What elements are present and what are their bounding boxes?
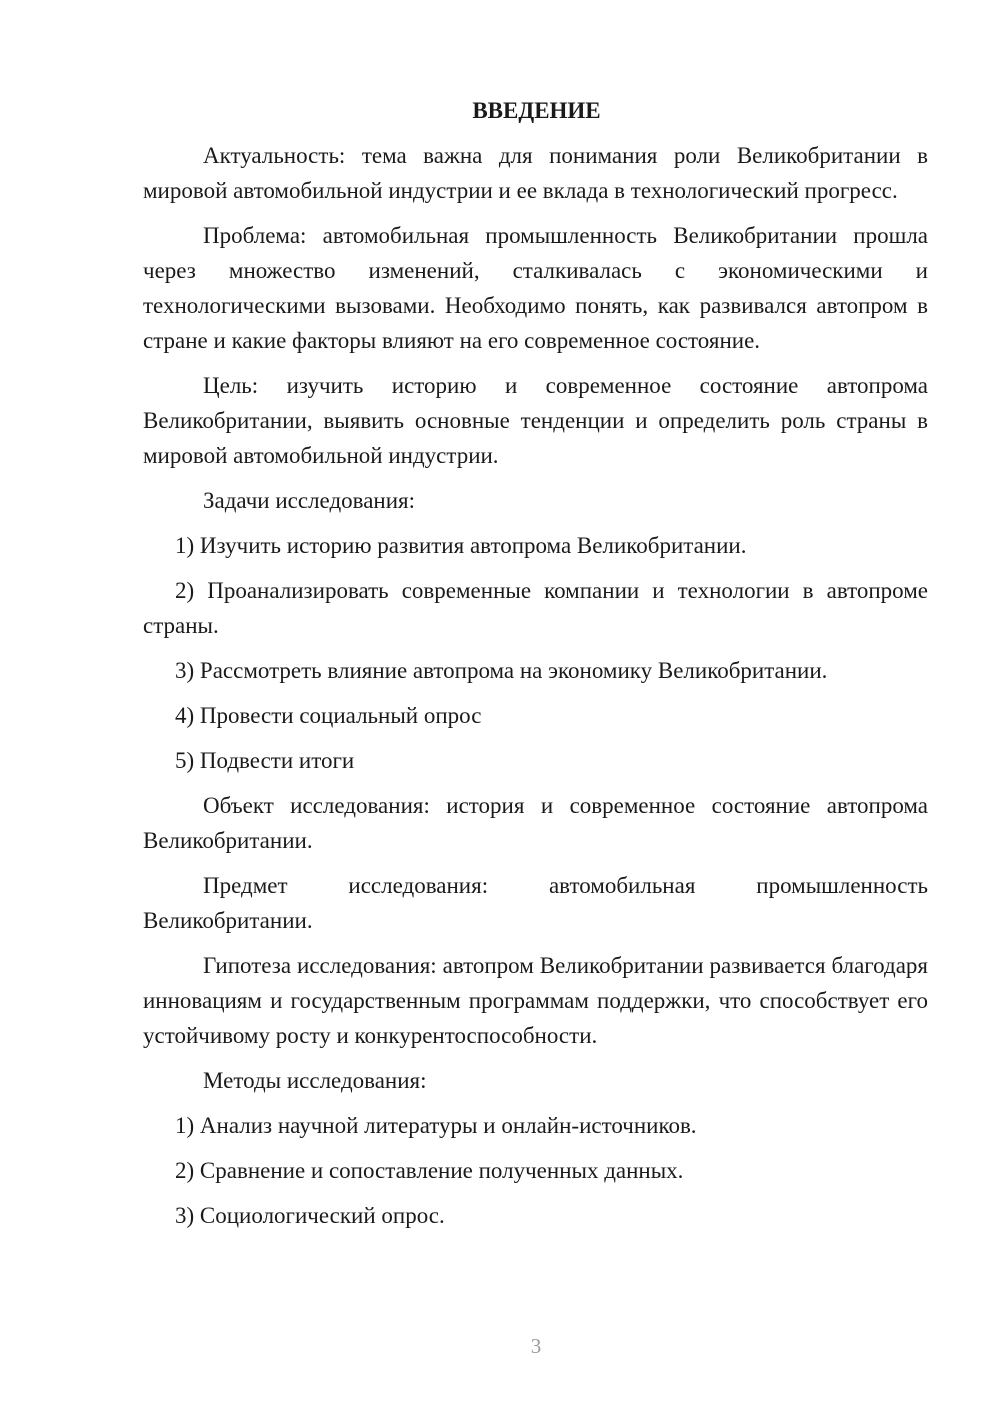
subject-paragraph: Предмет исследования: автомобильная промышленность Великобритании.: [143, 873, 928, 933]
method-item-3: 3) Социологический опрос.: [175, 1203, 445, 1228]
goal-paragraph: Цель: изучить историю и современное состояние автопрома Великобритании, выявить основные тенденции и определить роль страны в мировой автомобильной индустрии.: [143, 373, 928, 468]
relevance-paragraph: Актуальность: тема важна для понимания роли Великобритании в мировой автомобильной индустрии и ее вклада в технологический прогресс.: [143, 143, 928, 203]
task-item-4: 4) Провести социальный опрос: [175, 703, 482, 728]
section-title: ВВЕДЕНИЕ: [472, 98, 601, 123]
task-item-2: 2) Проанализировать современные компании и технологии в автопроме страны.: [143, 578, 928, 638]
document-page: [143, 96, 928, 1243]
task-item-1: 1) Изучить историю развития автопрома Великобритании.: [175, 533, 747, 558]
object-paragraph: Объект исследования: история и современное состояние автопрома Великобритании.: [143, 793, 928, 853]
tasks-heading: Задачи исследования:: [203, 488, 416, 513]
task-item-3: 3) Рассмотреть влияние автопрома на экономику Великобритании.: [175, 658, 828, 683]
problem-paragraph: Проблема: автомобильная промышленность Великобритании прошла через множество изменений, сталкивалась с экономическими и технологическими вызовами. Необходимо понять, как развивался автопром в стране и какие факторы влияют на его современное состояние.: [143, 223, 928, 353]
method-item-2: 2) Сравнение и сопоставление полученных данных.: [175, 1158, 684, 1183]
hypothesis-paragraph: Гипотеза исследования: автопром Великобритании развивается благодаря инновациям и государственным программам поддержки, что способствует его устойчивому росту и конкурентоспособности.: [143, 953, 928, 1048]
page-number: 3: [530, 1334, 542, 1358]
method-item-1: 1) Анализ научной литературы и онлайн-источников.: [175, 1113, 697, 1138]
task-item-5: 5) Подвести итоги: [175, 748, 355, 773]
methods-heading: Методы исследования:: [203, 1068, 427, 1093]
